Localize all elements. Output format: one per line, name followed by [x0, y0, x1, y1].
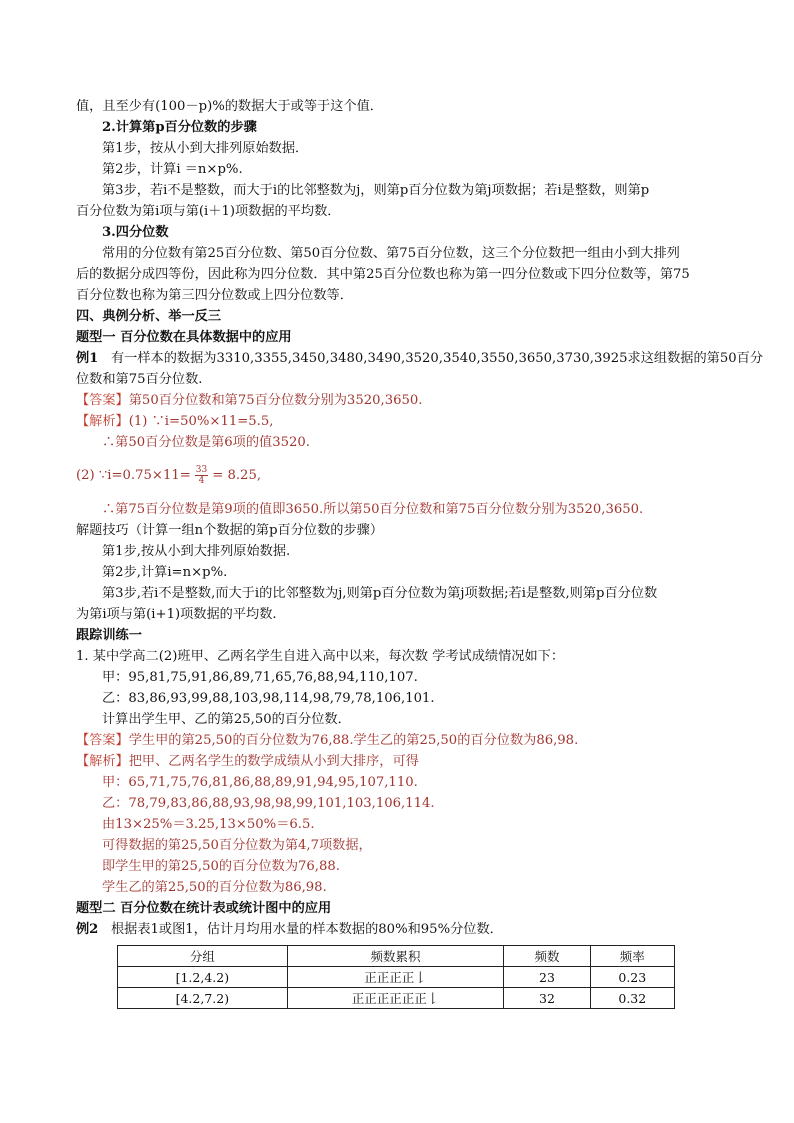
- tip-heading: 解题技巧（计算一组n个数据的第p百分位数的步骤）: [76, 523, 384, 538]
- question-line: 计算出学生甲、乙的第25,50的百分位数．: [102, 712, 351, 727]
- analysis-line: 学生乙的第25,50的百分位数为86,98.: [102, 880, 327, 895]
- fraction-prefix: (2) ∵i=0.75×11=: [76, 468, 191, 483]
- table-header-cell: 频率: [590, 946, 674, 967]
- topic-heading: 题型一 百分位数在具体数据中的应用: [76, 330, 292, 345]
- analysis-line: ∴第50百分位数是第6项的值3520.: [102, 435, 310, 450]
- analysis-line: [76, 751, 724, 772]
- answer-tag: 【答案】: [76, 393, 129, 408]
- answer-line: [76, 730, 724, 751]
- text-line: 为第i项与第(i+1)项数据的平均数.: [76, 607, 277, 622]
- table-header-cell: 频数: [504, 946, 590, 967]
- table-header-cell: 频数累积: [287, 946, 504, 967]
- table-row: [118, 988, 675, 1009]
- answer-line: [76, 390, 724, 411]
- analysis-line: 由13×25%＝3.25,13×50%＝6.5.: [102, 817, 315, 832]
- text-line: 常用的分位数有第25百分位数、第50百分位数、第75百分位数，这三个分位数把一组由小到大排列: [102, 246, 680, 261]
- question-line: 1. 某中学高二(2)班甲、乙两名学生自进入高中以来，每次数 学考试成绩情况如下：: [76, 649, 565, 664]
- table-header-cell: 分组: [118, 946, 288, 967]
- text-line: 第2步,计算i=n×p%.: [102, 565, 228, 580]
- example-line: [76, 919, 724, 940]
- analysis-line: ∴第75百分位数是第9项的值即3650.所以第50百分位数和第75百分位数分别为3520,3650.: [102, 502, 644, 517]
- table-cell: 正正正正正正𠄌: [287, 988, 504, 1009]
- document-body: [76, 96, 764, 940]
- analysis-tag: 【解析】: [76, 754, 129, 769]
- example-text: 有一样本的数据为3310,3355,3450,3480,3490,3520,3540,3550,3650,3730,3925求这组数据的第50百分: [110, 351, 764, 366]
- answer-text: 第50百分位数和第75百分位数分别为3520,3650.: [128, 393, 423, 408]
- table-cell: 0.32: [590, 988, 674, 1009]
- section-heading: 2.计算第p百分位数的步骤: [102, 120, 257, 135]
- table-header-row: [118, 946, 675, 967]
- text-line: 后的数据分成四等份，因此称为四分位数．其中第25百分位数也称为第一四分位数或下四分位数等，第75: [76, 267, 690, 282]
- example-label: 例1: [76, 351, 99, 366]
- analysis-text: 把甲、乙两名学生的数学成绩从小到大排序，可得: [128, 754, 419, 769]
- text-line: 第3步,若i不是整数,而大于i的比邻整数为j,则第p百分位数为第j项数据;若i是整数,则第p百分位数: [102, 586, 658, 601]
- practice-heading: 跟踪训练一: [76, 628, 142, 643]
- analysis-line: 可得数据的第25,50百分位数为第4,7项数据，: [102, 838, 372, 853]
- analysis-line: 即学生甲的第25,50的百分位数为76,88.: [102, 859, 340, 874]
- section-heading: 四、典例分析、举一反三: [76, 309, 222, 324]
- example-line: [76, 348, 764, 369]
- analysis-line: 乙：78,79,83,86,88,93,98,98,99,101,103,106,114.: [102, 796, 435, 811]
- fraction: [195, 465, 208, 486]
- table-cell: [1.2,4.2): [118, 967, 288, 988]
- data-line: 甲：95,81,75,91,86,89,71,65,76,88,94,110,107.: [102, 670, 418, 685]
- example-label: 例2: [76, 922, 99, 937]
- table-row: [118, 967, 675, 988]
- table-cell: 23: [504, 967, 590, 988]
- text-line: 值，且至少有(100－p)%的数据大于或等于这个值．: [76, 99, 383, 114]
- fraction-numerator: 33: [195, 465, 208, 475]
- text-line: 位数和第75百分位数.: [76, 372, 203, 387]
- text-line: 百分位数也称为第三四分位数或上四分位数等．: [76, 288, 353, 303]
- fraction-line: [76, 461, 724, 491]
- text-line: 第1步,按从小到大排列原始数据.: [102, 544, 291, 559]
- topic-heading: 题型二 百分位数在统计表或统计图中的应用: [76, 901, 332, 916]
- fraction-denominator: 4: [198, 476, 205, 486]
- table-cell: 0.23: [590, 967, 674, 988]
- data-line: 乙：83,86,93,99,88,103,98,114,98,79,78,106,101.: [102, 691, 435, 706]
- section-heading: 3.四分位数: [102, 225, 169, 240]
- analysis-line: 甲：65,71,75,76,81,86,88,89,91,94,95,107,110.: [102, 775, 418, 790]
- answer-tag: 【答案】: [76, 733, 129, 748]
- answer-text: 学生甲的第25,50的百分位数为76,88.学生乙的第25,50的百分位数为86,98.: [128, 733, 579, 748]
- frequency-table: [117, 945, 675, 1009]
- table-cell: 正正正正𠄌: [287, 967, 504, 988]
- text-line: 第1步，按从小到大排列原始数据．: [102, 141, 309, 156]
- table-cell: 32: [504, 988, 590, 1009]
- text-line: 第2步，计算i ＝n×p%.: [102, 162, 243, 177]
- fraction-suffix: = 8.25,: [212, 468, 262, 483]
- analysis-text: (1) ∵i=50%×11=5.5,: [128, 414, 274, 429]
- table-cell: [4.2,7.2): [118, 988, 288, 1009]
- text-line: 百分位数为第i项与第(i＋1)项数据的平均数．: [76, 204, 341, 219]
- example-text: 根据表1或图1，估计月均用水量的样本数据的80%和95%分位数．: [110, 922, 503, 937]
- analysis-tag: 【解析】: [76, 414, 129, 429]
- analysis-line: [76, 411, 724, 432]
- text-line: 第3步，若i不是整数，而大于i的比邻整数为j，则第p百分位数为第j项数据；若i是整数，则第p: [102, 183, 650, 198]
